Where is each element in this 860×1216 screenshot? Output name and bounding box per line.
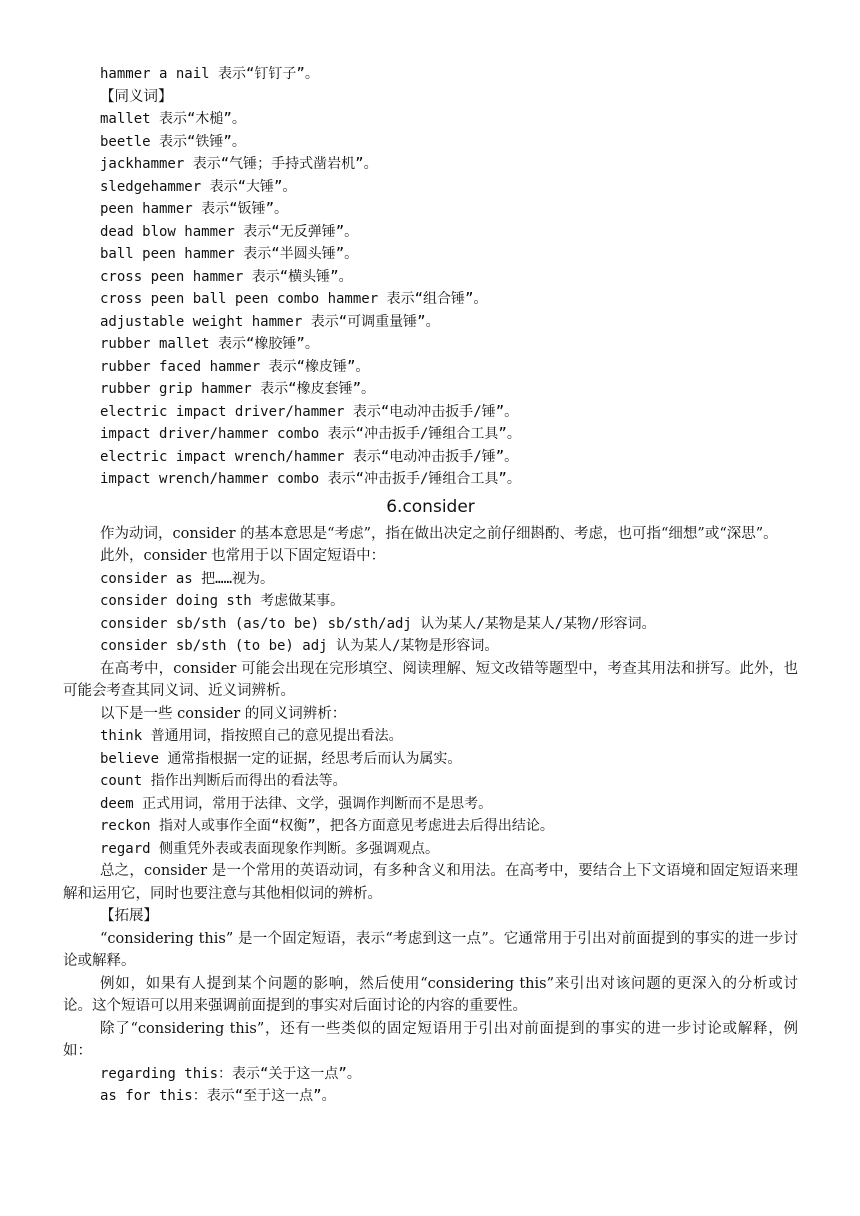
text-line: adjustable weight hammer 表示“可调重量锤”。: [100, 313, 440, 330]
synonym-item: regard 侧重凭外表或表面现象作判断。多强调观点。: [100, 840, 439, 857]
text-line: electric impact wrench/hammer 表示“电动冲击扳手/锤”。: [100, 448, 519, 465]
synonym-list-top: [63, 63, 798, 491]
phrase-item: consider as 把……视为。: [100, 570, 275, 587]
paragraph: “considering this” 是一个固定短语，表示“考虑到这一点”。它通常用于引出对前面提到的事实的进一步讨论或解释。: [63, 930, 798, 969]
paragraph: 在高考中，consider 可能会出现在完形填空、阅读理解、短文改错等题型中，考查其用法和拼写。此外，也可能会考查其同义词、近义词辨析。: [63, 660, 798, 699]
paragraph: 例如，如果有人提到某个问题的影响，然后使用“considering this”来引出对该问题的更深入的分析或讨论。这个短语可以用来强调前面提到的事实对后面讨论的内容的重要性。: [63, 975, 798, 1014]
phrase-item: consider doing sth 考虑做某事。: [100, 593, 345, 609]
section-title: 6.consider: [386, 496, 475, 517]
example-list: [63, 1063, 798, 1108]
synonym-item: deem 正式用词，常用于法律、文学，强调作判断而不是思考。: [100, 795, 493, 812]
phrase-item: consider sb/sth (as/to be) sb/sth/adj 认为某人/某物是某人/某物/形容词。: [100, 615, 656, 632]
text-line: electric impact driver/hammer 表示“电动冲击扳手/锤”。: [100, 403, 519, 420]
text-line: peen hammer 表示“钣锤”。: [100, 201, 289, 217]
text-line: rubber mallet 表示“橡胶锤”。: [100, 336, 319, 352]
synonym-item: reckon 指对人或事作全面“权衡”，把各方面意见考虑进去后得出结论。: [100, 818, 554, 834]
text-line: rubber grip hammer 表示“橡皮套锤”。: [100, 381, 376, 397]
text-line: jackhammer 表示“气锤；手持式凿岩机”。: [100, 156, 378, 172]
text-line: impact driver/hammer combo 表示“冲击扳手/锤组合工具”。: [100, 426, 521, 442]
example-item: as for this：表示“至于这一点”。: [100, 1088, 336, 1104]
paragraph: 作为动词，consider 的基本意思是“考虑”，指在做出决定之前仔细斟酌、考虑，也可指“细想”或“深思”。: [100, 525, 778, 542]
text-line: sledgehammer 表示“大锤”。: [100, 178, 297, 195]
phrase-list: [63, 568, 798, 658]
text-line: rubber faced hammer 表示“橡皮锤”。: [100, 358, 370, 375]
synonym-item: count 指作出判断后而得出的看法等。: [100, 773, 347, 789]
paragraph: 此外，consider 也常用于以下固定短语中：: [100, 548, 386, 564]
text-line: mallet 表示“木槌”。: [100, 111, 246, 127]
text-line: impact wrench/hammer combo 表示“冲击扳手/锤组合工具”。: [100, 471, 521, 487]
synonym-heading: 【同义词】: [100, 88, 173, 105]
phrase-item: consider sb/sth (to be) adj 认为某人/某物是形容词。: [100, 638, 499, 654]
text-line: cross peen hammer 表示“横头锤”。: [100, 268, 353, 285]
text-line: ball peen hammer 表示“半圆头锤”。: [100, 246, 359, 262]
paragraph: 以下是一些 consider 的同义词辨析：: [100, 705, 347, 722]
paragraph: 除了“considering this”，还有一些类似的固定短语用于引出对前面提到的事实的进一步讨论或解释，例如：: [63, 1020, 798, 1059]
text-line: hammer a nail 表示“钉钉子”。: [100, 66, 319, 82]
text-line: beetle 表示“铁锤”。: [100, 133, 246, 150]
synonym-item: think 普通用词，指按照自己的意见提出看法。: [100, 728, 403, 744]
synonym-item: believe 通常指根据一定的证据，经思考后而认为属实。: [100, 750, 462, 767]
expand-heading: 【拓展】: [100, 908, 158, 924]
text-line: dead blow hammer 表示“无反弹锤”。: [100, 223, 359, 240]
document-body: [63, 63, 798, 1108]
example-item: regarding this：表示“关于这一点”。: [100, 1065, 361, 1082]
synonym-distinction-list: [63, 725, 798, 860]
text-line: cross peen ball peen combo hammer 表示“组合锤”。: [100, 291, 488, 307]
paragraph: 总之，consider 是一个常用的英语动词，有多种含义和用法。在高考中，要结合上下文语境和固定短语来理解和运用它，同时也要注意与其他相似词的辨析。: [63, 863, 798, 902]
